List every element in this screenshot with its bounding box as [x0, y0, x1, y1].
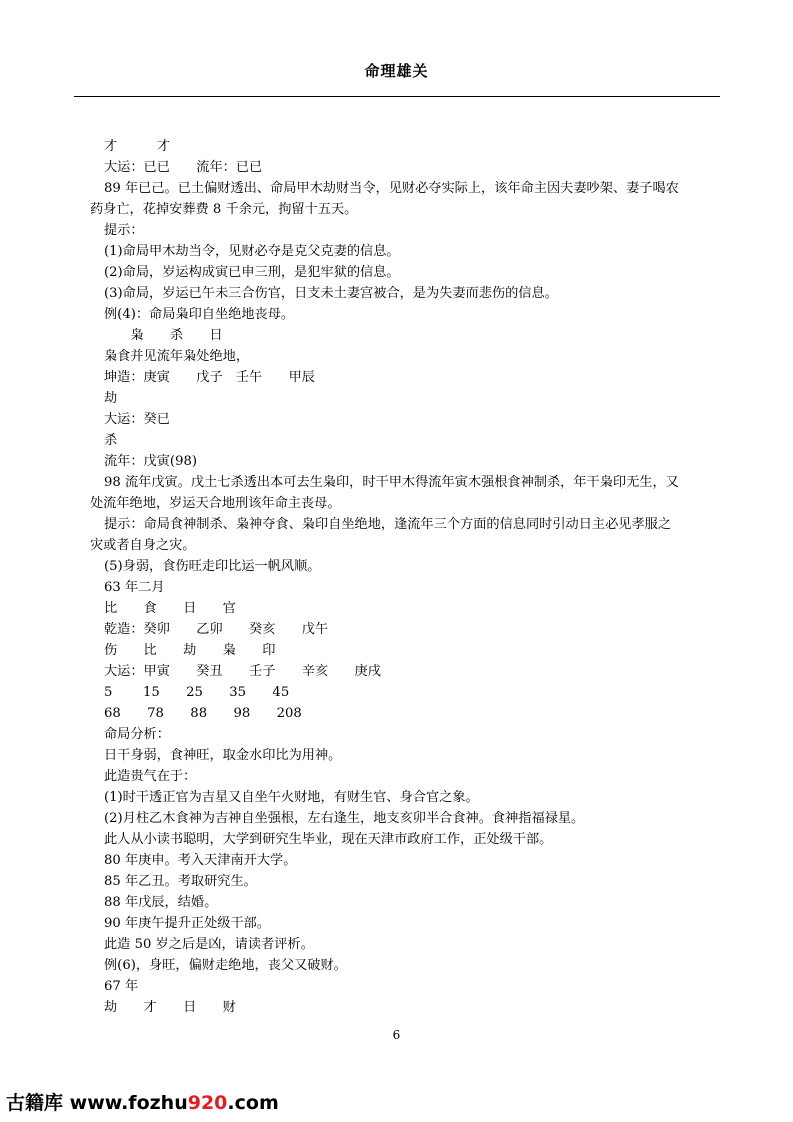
text-line: 提示： [104, 223, 144, 238]
text-line: 提示：命局食神制杀、枭神夺食、枭印自坐绝地，逢流年三个方面的信息同时引动日主必见孝服之 [104, 517, 672, 532]
text-line: 杀 [104, 433, 118, 448]
text-line: 67 年 [104, 979, 139, 994]
text-line: 坤造：庚寅 戊子 壬午 甲辰 [104, 370, 315, 385]
text-line: 灾或者自身之灾。 [90, 538, 196, 553]
text-line: 劫 [104, 391, 118, 406]
text-line: 乾造：癸卯 乙卯 癸亥 戊午 [104, 622, 329, 637]
text-line: 枭 杀 日 [104, 328, 223, 343]
text-line: 90 年庚午提升正处级干部。 [104, 916, 271, 931]
text-line: 大运：已已 流年：已已 [104, 160, 263, 175]
page-number: 6 [392, 1028, 401, 1042]
text-line: 处流年绝地，岁运天合地刑该年命主丧母。 [90, 496, 341, 511]
footer-url-prefix: www.fozhu [69, 1092, 188, 1114]
text-line: 80 年庚申。考入天津南开大学。 [104, 853, 297, 868]
text-line: 63 年二月 [104, 580, 165, 595]
text-line: (2)月柱乙木食神为吉神自坐强根，左右逢生，地支亥卯半合食神。食神指福禄星。 [104, 811, 585, 826]
text-line: 日干身弱，食神旺，取金水印比为用神。 [104, 748, 342, 763]
text-line: (5)身弱，食伤旺走印比运一帆风顺。 [104, 559, 321, 574]
text-line: (3)命局，岁运已午未三合伤官，日支未土妻宫被合，是为失妻而悲伤的信息。 [104, 286, 558, 301]
text-line: 88 年戊辰，结婚。 [104, 895, 218, 910]
text-line: 大运：甲寅 癸丑 壬子 辛亥 庚戌 [104, 664, 381, 679]
footer-url-suffix: .com [227, 1092, 279, 1114]
page-content [90, 136, 716, 1018]
text-line: (1)命局甲木劫当令，见财必夺是克父克妻的信息。 [104, 244, 400, 259]
text-line: 此造 50 岁之后是凶，请读者评析。 [104, 937, 314, 952]
footer-site-name: 古籍库 [6, 1092, 64, 1114]
text-line: (1)时干透正官为吉星又自坐午火财地，有财生官、身合官之象。 [104, 790, 479, 805]
text-line: 药身亡，花掉安葬费 8 千余元，拘留十五天。 [90, 202, 358, 217]
text-line: 才 才 [104, 139, 170, 154]
text-line: 命局分析： [104, 727, 170, 742]
footer-watermark [6, 1088, 279, 1115]
text-line: 大运：癸已 [104, 412, 170, 427]
text-line: 85 年乙丑。考取研究生。 [104, 874, 257, 889]
text-line: (2)命局，岁运构成寅已申三刑，是犯牢狱的信息。 [104, 265, 400, 280]
text-line: 劫 才 日 财 [104, 1000, 236, 1015]
text-line: 98 流年戊寅。戊土七杀透出本可去生枭印，时干甲木得流年寅木强根食神制杀，年干枭印无生，又 [104, 475, 679, 490]
footer-url-number: 920 [187, 1092, 228, 1114]
text-line: 89 年已己。已土偏财透出、命局甲木劫财当令，见财必夺实际上，该年命主因夫妻吵架、妻子喝农 [104, 181, 679, 196]
text-line: 比 食 日 官 [104, 601, 236, 616]
text-line: 流年：戊寅(98) [104, 454, 198, 469]
text-line: 此人从小读书聪明，大学到研究生毕业，现在天津市政府工作，正处级干部。 [104, 832, 553, 847]
footer-url[interactable] [70, 1092, 279, 1114]
page-header-title: 命理雄关 [364, 62, 429, 80]
text-line: 68 78 88 98 208 [104, 706, 302, 721]
header-divider [74, 96, 720, 97]
text-line: 枭食并见流年枭处绝地， [104, 349, 250, 364]
text-line: 例(4)：命局枭印自坐绝地丧母。 [104, 307, 295, 322]
text-line: 伤 比 劫 枭 印 [104, 643, 276, 658]
text-line: 5 15 25 35 45 [104, 685, 290, 700]
text-line: 此造贵气在于： [104, 769, 197, 784]
text-line: 例(6)，身旺，偏财走绝地，丧父又破财。 [104, 958, 347, 973]
